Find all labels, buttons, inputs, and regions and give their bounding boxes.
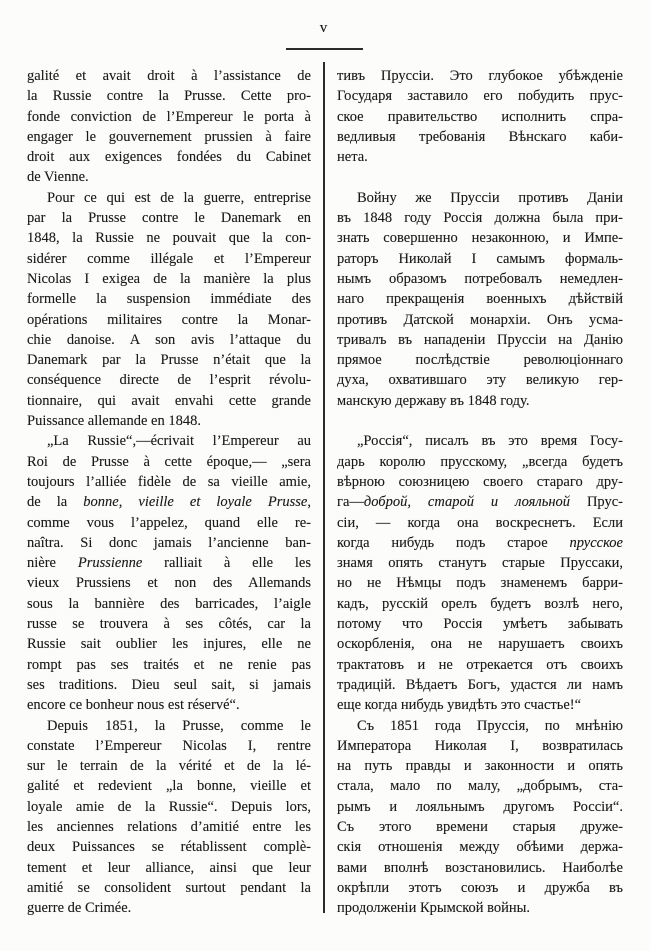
text-line: deux Puissances se rétablissent complè- [27,839,311,856]
text-line: но не Нѣмцы подъ знаменемъ барри- [337,575,623,592]
text-line: sidérer comme illégale et l’Empereur [27,250,311,267]
text-line: tionnaire, qui avait envahi cette grande [27,392,311,409]
text-line: тривалъ въ нападеніи Пруссіи на Данію [337,331,623,348]
text-line: окрѣпли этотъ союзъ и дружба въ [337,879,623,896]
text-line: когда нибудь подъ старое прусское [337,534,623,551]
text-line: противъ Датской монархіи. Онъ усма- [337,311,623,328]
text-line: потому что Россія умѣетъ забывать [337,616,623,633]
text-line: sous la bannière des barricades, l’aigle [27,595,311,612]
text-line: les anciennes relations d’amitié entre les [27,818,311,835]
paragraph-row [27,66,623,188]
text-line: conséquence directe de l’esprit révolu- [27,372,311,389]
text-line: russe se trouvera à ses côtés, car la [27,616,311,633]
text-line: нымъ образомъ потребовалъ немедлен- [337,270,623,287]
text-line: loyale amie de la Russie“. Depuis lors, [27,798,311,815]
text-line: вѣрною союзницею своего стараго дру- [337,473,623,490]
text-line: традицій. Вѣдаетъ Богъ, удастся ли намъ [337,676,623,693]
text-line: га—доброй, старой и лояльной Прус- [337,494,623,511]
two-column-text [27,66,623,918]
text-line: Nicolas I exigea de la manière la plus [27,270,311,287]
text-line: дарь королю прусскому, „всегда будетъ [337,453,623,470]
text-line: opérations militaires contre la Monar- [27,311,311,328]
text-line: droit aux exigences fondées du Cabinet [27,149,311,166]
text-line: прямое послѣдствіе революціоннаго [337,352,623,369]
text-line: тивъ Пруссіи. Это глубокое убѣжденіе [337,68,623,84]
text-line: engager le gouvernement prussien à faire [27,128,311,145]
text-line: знамя опять станутъ старые Пруссаки, [337,555,623,572]
text-line: Depuis 1851, la Prusse, comme le [47,717,311,734]
text-line: рымъ и лояльнымъ другомъ Россіи“. [337,798,623,815]
text-line: Государя заставило его побудить прус- [337,88,623,105]
text-line: Pour ce qui est de la guerre, entreprise [47,189,311,206]
text-line: наго прекращенія военныхъ дѣйствій [337,291,623,308]
text-line: знать совершенно незаконною, и Импе- [337,230,623,247]
text-line: la Russie contre la Prusse. Cette pro- [27,88,311,105]
text-line: Съ 1851 года Пруссія, по мнѣнію [357,717,623,734]
text-line: sur le terrain de la vérité et de la lé- [27,758,311,775]
text-line: продолженіи Крымской войны. [337,900,531,917]
text-line: сіи, — когда она воскреснетъ. Если [337,514,623,531]
text-line: galité et redevient „la bonne, vieille et [27,778,311,795]
paragraph-row [27,431,623,715]
text-line: naîtra. Si donc jamais l’ancienne ban- [27,534,311,551]
paragraph-russian-3 [337,431,623,715]
text-line: Съ этого времени старыя друже- [337,818,623,835]
text-line: tement et leur alliance, ainsi que leur [27,859,311,876]
text-line: de Vienne. [27,169,89,186]
text-line: еще когда нибудь увидѣть это счастье!“ [337,697,582,714]
text-line: на путь правды и законности и опять [337,758,623,775]
text-line: galité et avait droit à l’assistance de [27,68,311,84]
text-line: оскорбленія, она не нарушаетъ своихъ [337,636,623,653]
page-number: v [319,20,329,36]
text-line: нета. [337,149,368,166]
text-line: Danemark par la Prusse n’était que la [27,352,311,369]
paragraph-row [27,716,623,919]
text-line: раторъ Николай I самымъ формаль- [337,250,623,267]
text-line: toujours l’alliée fidèle de sa vieille amie, [27,473,311,490]
paragraph-french-4 [27,716,311,919]
paragraph-row [27,188,623,432]
paragraph-french-3 [27,431,311,715]
paragraph-french-2 [27,188,311,432]
text-line: constate l’Empereur Nicolas I, rentre [27,737,311,754]
text-line: fonde conviction de l’Empereur le porta à [27,108,311,125]
text-line: comme vous l’appelez, quand elle re- [27,514,311,531]
header-rule [286,48,363,50]
text-line: ское правительство исполнить спра- [337,108,623,125]
text-line: ses traditions. Dieu seul sait, si jamais [27,676,311,693]
text-line: манскую державу въ 1848 году. [337,392,530,409]
text-line: духа, охватившаго эту великую гер- [337,372,623,389]
text-line: chie danoise. A son avis l’attaque du [27,331,311,348]
text-line: „Россія“, писалъ въ это время Госу- [357,433,623,450]
text-line: ведливыя требованія Вѣнскаго каби- [337,128,623,145]
paragraph-russian-1 [337,66,623,167]
text-line: formelle la suspension immédiate des [27,291,311,308]
text-line: скія отношенія между обѣими держа- [337,839,623,856]
text-line: nière Prussienne ralliait à elle les [27,555,311,572]
text-line: Императора Николая I, возвратилась [337,737,623,754]
text-line: Войну же Пруссіи противъ Даніи [357,189,623,206]
paragraph-russian-4 [337,716,623,919]
text-line: 1848, la Russie ne pouvait que la con- [27,230,311,247]
text-line: стала, мало по малу, „добрымъ, ста- [337,778,623,795]
text-line: guerre de Crimée. [27,900,132,917]
text-line: трактатовъ и не отрекается отъ своихъ [337,656,623,673]
text-line: кадъ, русскій орелъ будетъ возлѣ него, [337,595,623,612]
text-line: вами вполнѣ возстановились. Наиболѣе [337,859,623,876]
text-line: rompt pas ses traités et ne renie pas [27,656,311,673]
text-line: de la bonne, vieille et loyale Prusse, [27,494,311,511]
paragraph-french-1 [27,66,311,188]
text-line: encore ce bonheur nous est réservé“. [27,697,240,714]
text-line: Roi de Prusse à cette époque,— „sera [27,453,311,470]
paragraph-russian-2 [337,188,623,411]
text-line: Russie sait oublier les injures, elle ne [27,636,311,653]
text-line: въ 1848 году Россія должна была при- [337,210,623,227]
text-line: amitié se consolident surtout pendant la [27,879,311,896]
text-line: vieux Prussiens et non des Allemands [27,575,311,592]
text-line: „La Russie“,—écrivait l’Empereur au [47,433,311,450]
text-line: Puissance allemande en 1848. [27,413,201,430]
text-line: par la Prusse contre le Danemark en [27,210,311,227]
